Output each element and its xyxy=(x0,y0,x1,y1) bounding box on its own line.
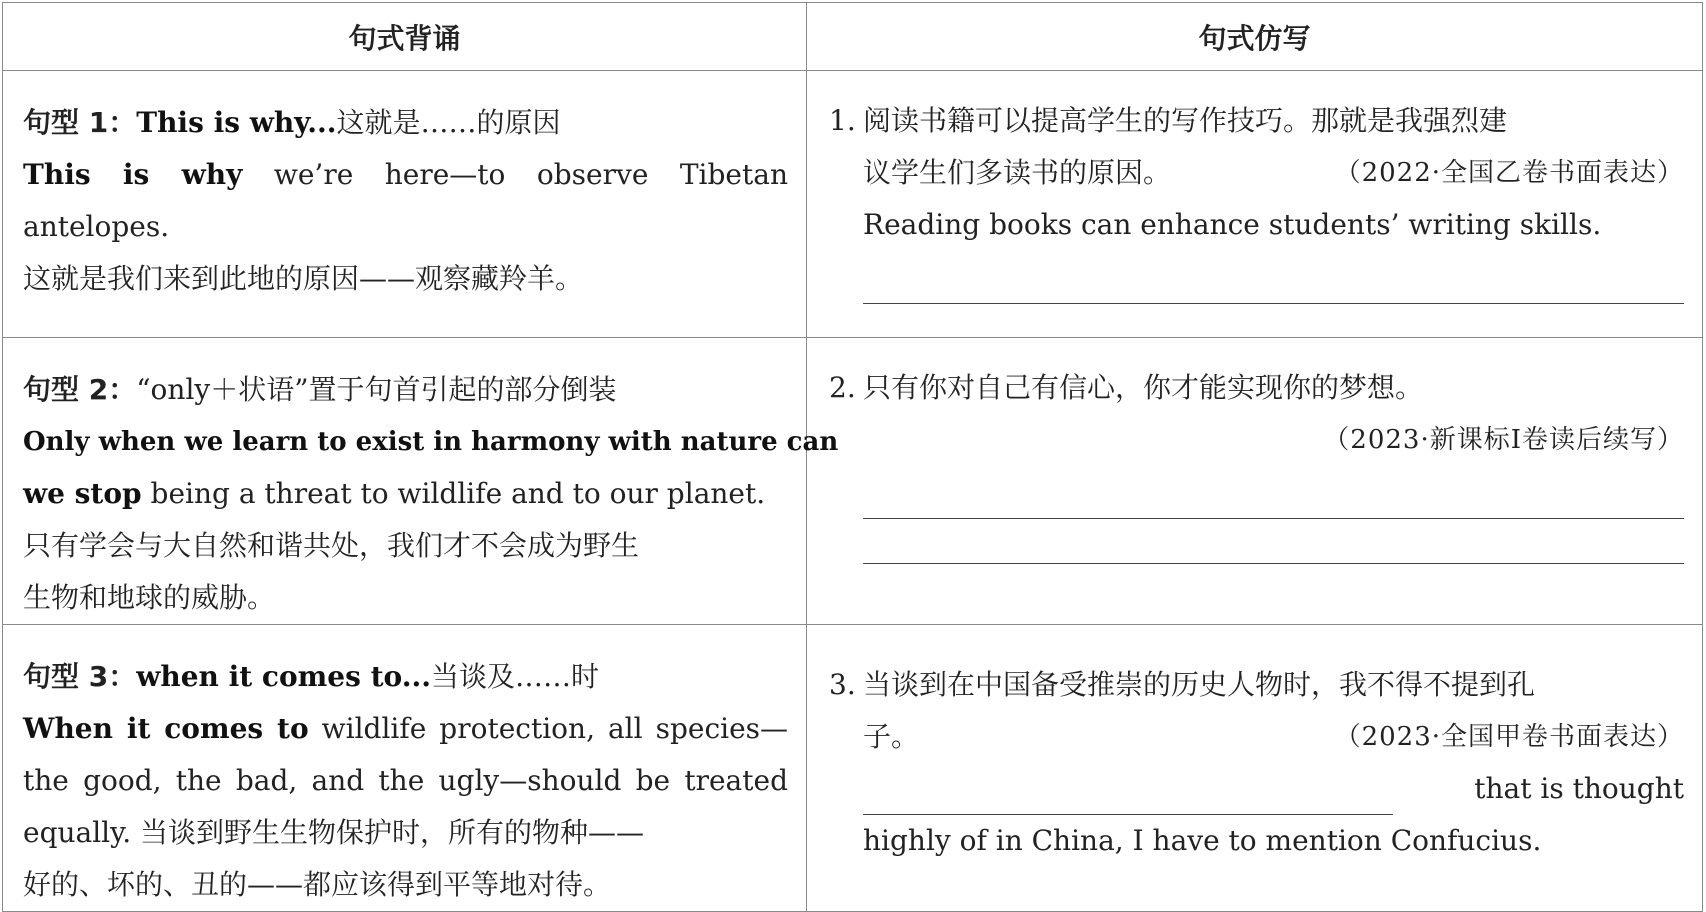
answer-area xyxy=(829,466,1684,564)
answer-line[interactable] xyxy=(863,251,1684,304)
header-imitate: 句式仿写 xyxy=(807,3,1703,71)
table-header-row xyxy=(3,3,1703,71)
task-text-cont: 子。 xyxy=(863,720,920,753)
example-bold: When it comes to xyxy=(23,712,309,745)
pattern-label: 句型 2： xyxy=(23,373,137,406)
example-translation-cont: 生物和地球的威胁。 xyxy=(23,581,276,614)
example-text: wildlife protection, all species— xyxy=(321,712,789,745)
recite-cell-2 xyxy=(3,338,839,625)
task-number: 3. xyxy=(829,668,856,701)
task-source: （2023·新课标Ⅰ卷读后续写） xyxy=(1323,425,1684,455)
example-text-cont: equally. 当谈到野生生物保护时，所有的物种—— xyxy=(23,816,645,849)
example-sentence xyxy=(23,468,788,520)
given-text-cont: highly of in China, I have to mention Confucius. xyxy=(863,824,1542,857)
task-prompt xyxy=(829,95,1684,147)
imitate-cell-2 xyxy=(807,338,1703,625)
pattern-title xyxy=(23,97,788,149)
task-number: 2. xyxy=(829,371,856,404)
example-bold-cont: we stop xyxy=(23,477,142,510)
example-translation: 好的、坏的、丑的——都应该得到平等地对待。 xyxy=(23,868,612,901)
pattern-label: 句型 1： xyxy=(23,106,137,139)
recite-cell-3 xyxy=(3,625,807,912)
pattern-title xyxy=(23,364,788,416)
table-row xyxy=(3,338,1703,625)
answer-area xyxy=(829,251,1684,304)
task-prompt-cont xyxy=(829,711,1684,763)
task-text-cont: 议学生们多读书的原因。 xyxy=(863,156,1172,189)
pattern-description: “only＋状语”置于句首引起的部分倒装 xyxy=(136,373,617,406)
pattern-english: This is why... xyxy=(136,106,337,139)
example-text: we’re here—to observe Tibetan xyxy=(273,158,788,191)
pattern-chinese: 当谈及……时 xyxy=(430,660,599,693)
answer-line[interactable] xyxy=(863,776,1393,815)
task-number: 1. xyxy=(829,104,856,137)
example-sentence xyxy=(23,149,788,201)
sentence-pattern-table xyxy=(2,2,1703,912)
example-bold: This is why xyxy=(23,158,243,191)
imitate-cell-3 xyxy=(807,625,1703,912)
task-prompt xyxy=(829,362,1684,414)
example-text: being a threat to wildlife and to our planet. xyxy=(150,477,766,510)
example-bold: Only when we learn to exist in harmony with nature can xyxy=(23,427,839,457)
answer-line[interactable] xyxy=(863,519,1684,564)
table-row xyxy=(3,71,1703,338)
header-recite: 句式背诵 xyxy=(3,3,807,71)
task-source: （2022·全国乙卷书面表达） xyxy=(1334,158,1684,188)
table-row xyxy=(3,625,1703,912)
task-source: （2023·全国甲卷书面表达） xyxy=(1334,722,1684,752)
recite-cell-1 xyxy=(3,71,807,338)
given-text: that is thought xyxy=(1474,772,1684,805)
pattern-chinese: 这就是……的原因 xyxy=(336,106,561,139)
example-translation: 这就是我们来到此地的原因——观察藏羚羊。 xyxy=(23,262,584,295)
example-text-cont: antelopes. xyxy=(23,210,170,243)
task-text: 只有你对自己有信心，你才能实现你的梦想。 xyxy=(863,371,1424,404)
example-translation: 只有学会与大自然和谐共处，我们才不会成为野生 xyxy=(23,529,640,562)
pattern-title xyxy=(23,651,788,703)
pattern-english: when it comes to... xyxy=(136,660,431,693)
example-text-cont: the good, the bad, and the ugly—should be treated xyxy=(23,764,788,797)
pattern-label: 句型 3： xyxy=(23,660,137,693)
task-text: 阅读书籍可以提高学生的写作技巧。那就是我强烈建 xyxy=(863,104,1508,137)
task-prompt-cont xyxy=(829,147,1684,199)
task-text: 当谈到在中国备受推崇的历史人物时，我不得不提到孔 xyxy=(863,668,1536,701)
imitate-cell-1 xyxy=(807,71,1703,338)
task-prompt xyxy=(829,659,1684,711)
given-sentence xyxy=(829,763,1684,815)
answer-line[interactable] xyxy=(863,466,1684,519)
example-sentence xyxy=(23,703,788,755)
given-sentence: Reading books can enhance students’ writing skills. xyxy=(863,208,1602,241)
